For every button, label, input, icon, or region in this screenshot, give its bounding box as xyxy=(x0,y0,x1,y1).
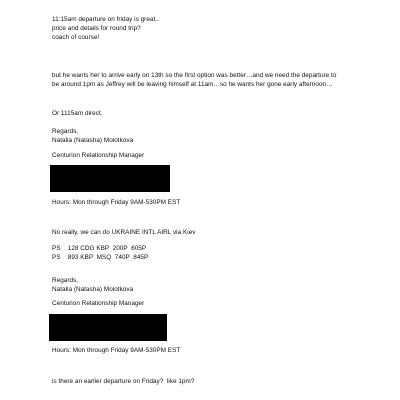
signature-title: Centurion Relationship Manager xyxy=(52,152,145,159)
message-line: 11:15am departure on friday is great.. xyxy=(52,16,159,23)
flight-segment: PS 128 CDG KBP 200P 605P xyxy=(52,245,147,252)
flight-segment: PS 893 KBP MSQ 740P 845P xyxy=(52,254,149,261)
message-line: price and details for round trip? xyxy=(52,25,141,32)
signature-title: Centurion Relationship Manager xyxy=(52,300,145,307)
signature-regards: Regards, xyxy=(52,128,79,135)
message-line: is there an earlier departure on Friday? like 1pm? xyxy=(52,378,195,385)
message-line: but he wants her to arrive early on 13th so the first option was better…and we need the departure to xyxy=(52,72,337,79)
signature-name: Natalia (Natasha) Molotkova xyxy=(52,286,134,293)
signature-regards: Regards, xyxy=(52,277,79,284)
message-line: be around 1pm as Jeffrey will be leaving himself at 11am…so he wants her gone early afternoon… xyxy=(52,81,333,88)
signature-hours: Hours: Mon through Friday 9AM-530PM EST xyxy=(52,199,181,206)
redaction-block xyxy=(49,314,167,341)
redaction-block xyxy=(50,165,170,192)
message-line: Or 1115am direct. xyxy=(52,110,103,117)
signature-hours: Hours: Mon through Friday 9AM-530PM EST xyxy=(52,347,181,354)
signature-name: Natalia (Natasha) Molotkova xyxy=(52,137,134,144)
message-line: No really, we can do UKRAINE INTL AIRL via Kiev xyxy=(52,229,196,236)
message-line: coach of course! xyxy=(52,34,100,41)
